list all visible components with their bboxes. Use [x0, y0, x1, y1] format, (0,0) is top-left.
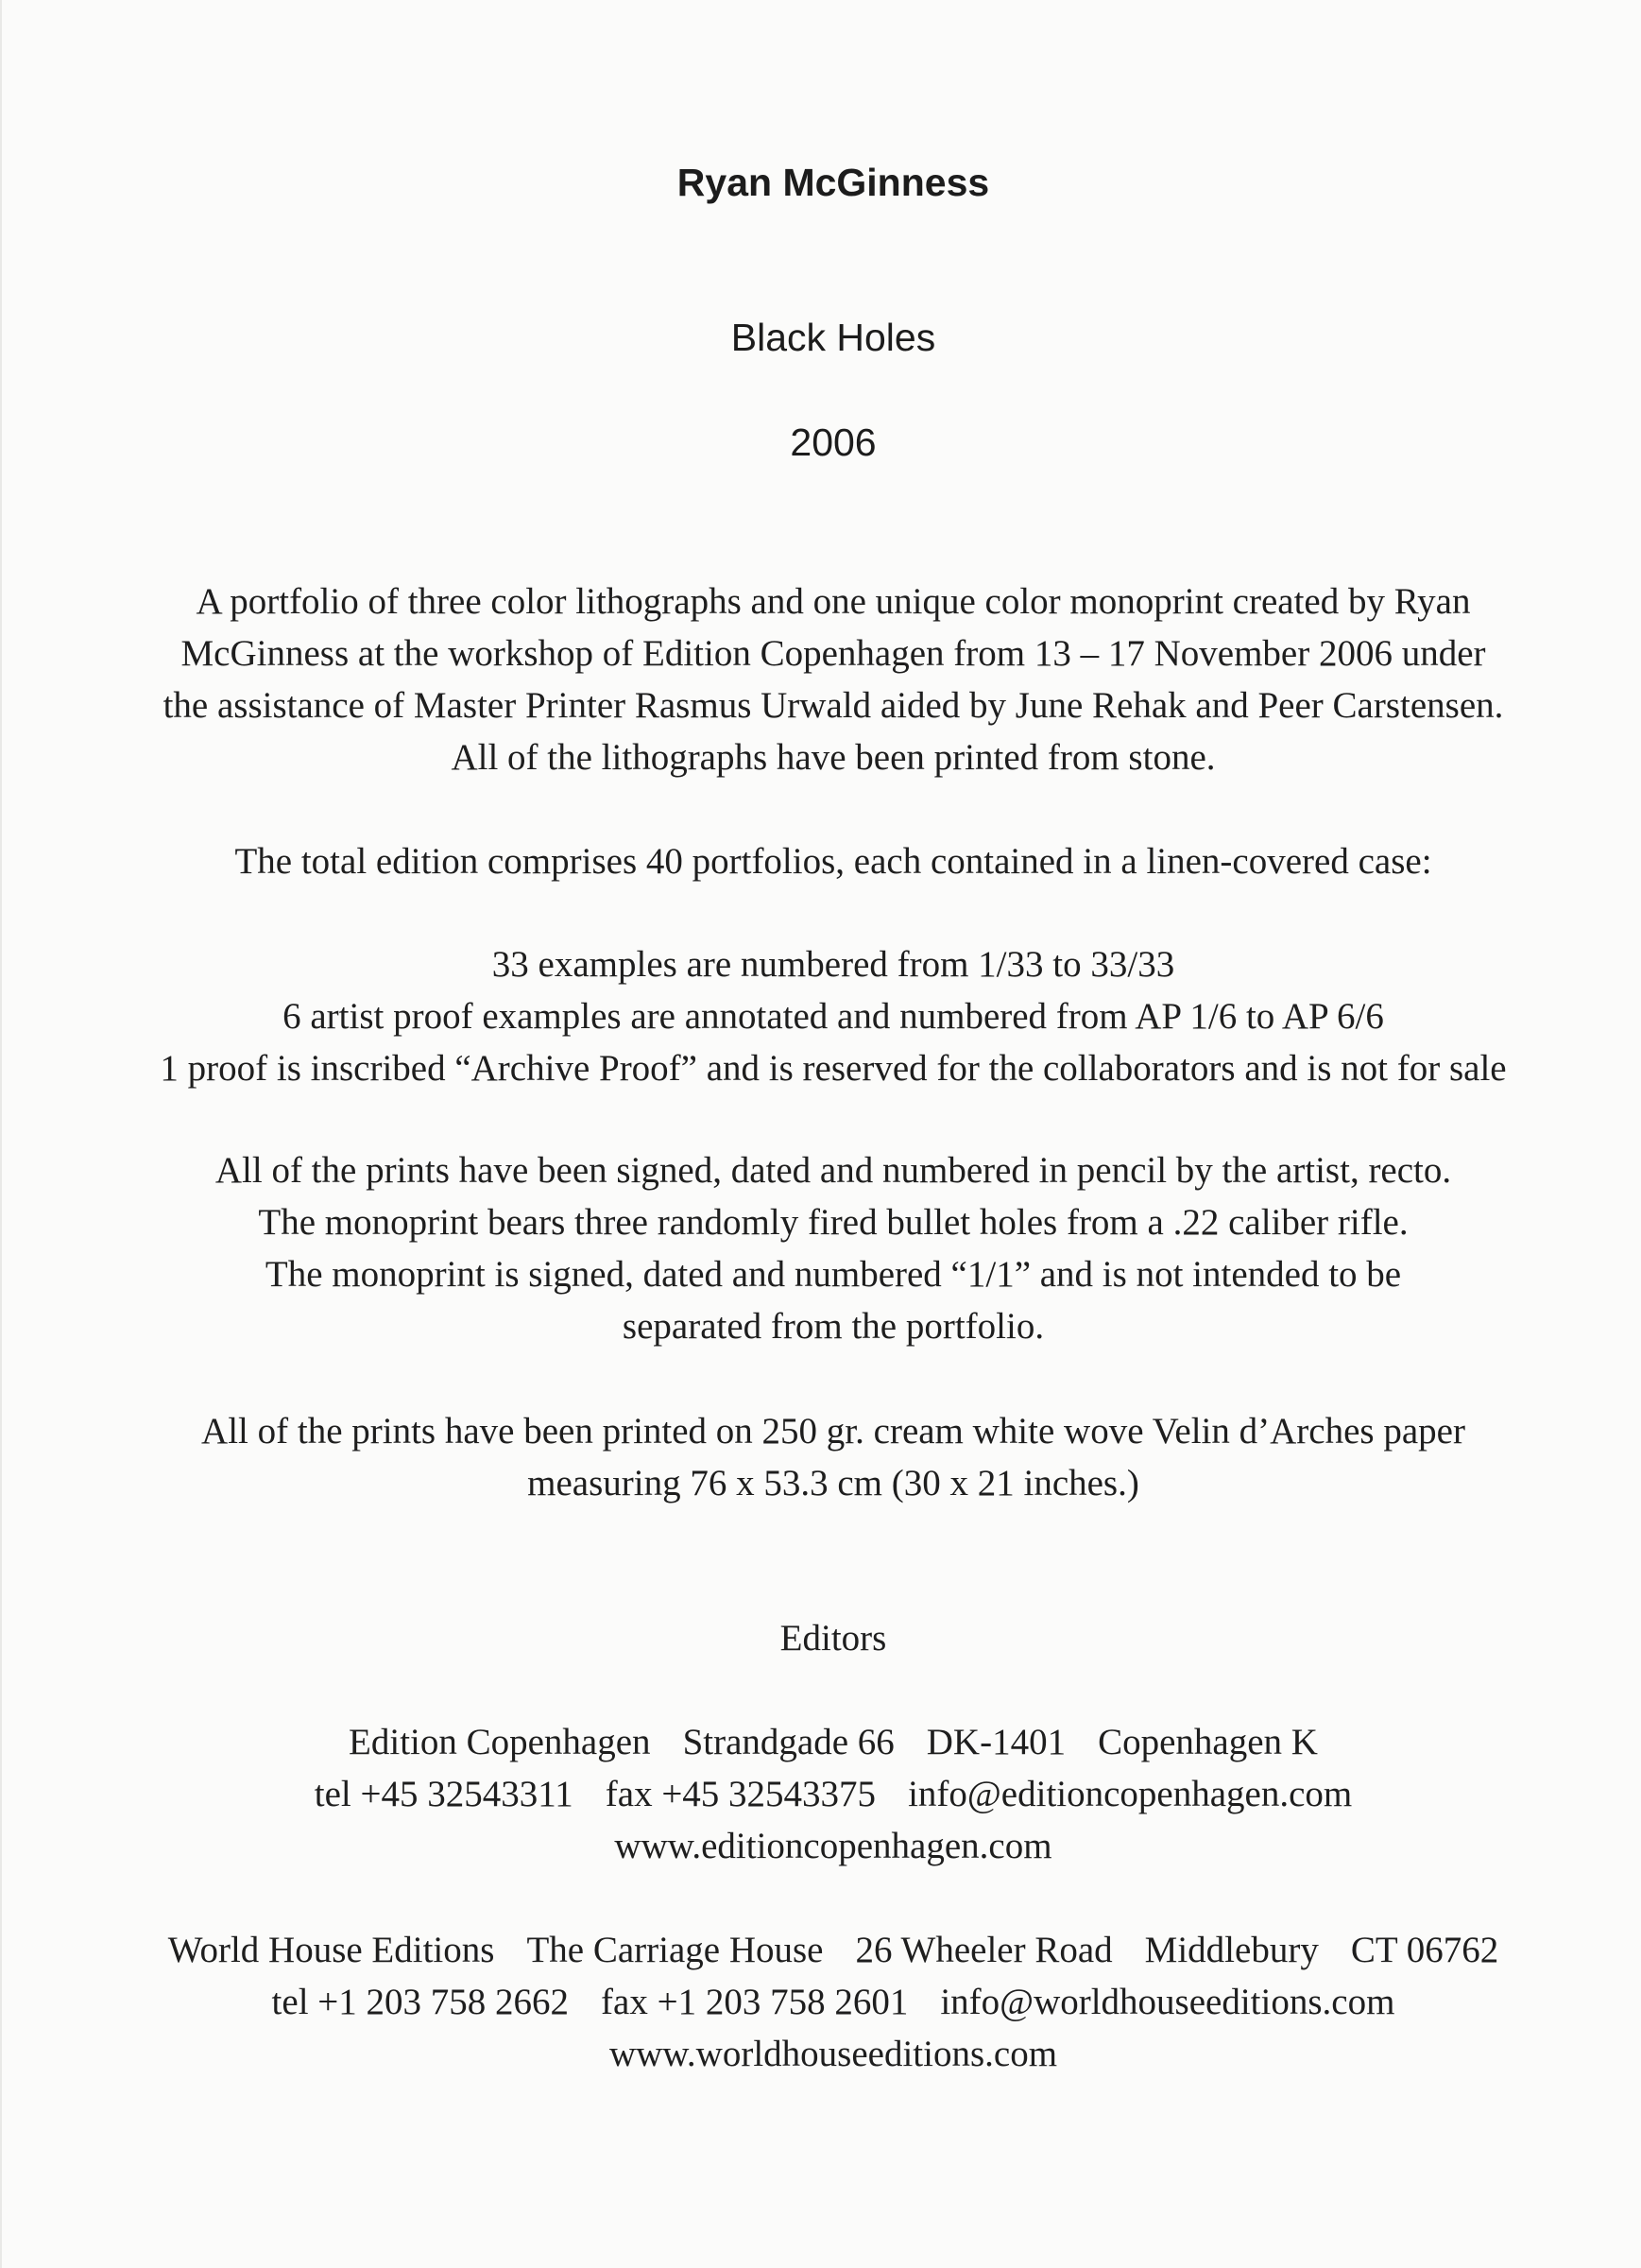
edition-breakdown-line: 33 examples are numbered from 1/33 to 33/33	[491, 944, 1175, 985]
edition-breakdown-line: 6 artist proof examples are annotated and numbered from AP 1/6 to AP 6/6	[282, 996, 1384, 1037]
copenhagen-fax: fax +45 32543375	[605, 1774, 877, 1814]
edition-breakdown-line: 1 proof is inscribed “Archive Proof” and is reserved for the collaborators and is not for sale	[160, 1048, 1507, 1089]
editor-copenhagen-block	[40, 1716, 1627, 1872]
signing-line: separated from the portfolio.	[622, 1306, 1045, 1347]
copenhagen-name: Edition Copenhagen	[349, 1722, 651, 1762]
world-house-web: www.worldhouseeditions.com	[608, 2034, 1058, 2074]
editor-world-house-block	[40, 1924, 1627, 2080]
copenhagen-contact-line	[40, 1768, 1627, 1820]
copenhagen-email: info@editioncopenhagen.com	[908, 1774, 1353, 1814]
edition-breakdown-paragraph	[40, 938, 1627, 1094]
world-house-tel: tel +1 203 758 2662	[271, 1982, 570, 2022]
intro-paragraph	[40, 576, 1627, 783]
paper-line: measuring 76 x 53.3 cm (30 x 21 inches.)	[527, 1463, 1139, 1503]
paper-paragraph	[40, 1405, 1627, 1509]
copenhagen-street: Strandgade 66	[682, 1722, 895, 1762]
intro-line: A portfolio of three color lithographs and one unique color monoprint created by Ryan	[196, 581, 1471, 622]
intro-line: McGinness at the workshop of Edition Copenhagen from 13 – 17 November 2006 under	[180, 633, 1486, 674]
editors-heading-text: Editors	[779, 1618, 887, 1658]
world-house-state-zip: CT 06762	[1350, 1930, 1499, 1970]
paper-line: All of the prints have been printed on 250 gr. cream white wove Velin d’Arches paper	[201, 1411, 1465, 1452]
artist-name: Ryan McGinness	[676, 161, 990, 204]
copenhagen-tel: tel +45 32543311	[314, 1774, 573, 1814]
portfolio-year: 2006	[790, 421, 877, 464]
signing-line: All of the prints have been signed, dated and numbered in pencil by the artist, recto.	[214, 1150, 1452, 1191]
intro-line: All of the lithographs have been printed from stone.	[451, 737, 1216, 778]
world-house-contact-line	[40, 1976, 1627, 2028]
world-house-fax: fax +1 203 758 2601	[601, 1982, 909, 2022]
copenhagen-postal: DK-1401	[926, 1722, 1067, 1762]
signing-line: The monoprint bears three randomly fired bullet holes from a .22 caliber rifle.	[258, 1202, 1409, 1243]
world-house-address-line	[40, 1924, 1627, 1976]
portfolio-title: Black Holes	[730, 316, 936, 359]
signing-paragraph	[40, 1144, 1627, 1352]
edition-total-line: The total edition comprises 40 portfolios, each contained in a linen-covered case:	[234, 841, 1432, 882]
world-house-name: World House Editions	[167, 1930, 495, 1970]
editors-heading	[40, 1612, 1627, 1664]
world-house-email: info@worldhouseeditions.com	[940, 1982, 1395, 2022]
world-house-street: 26 Wheeler Road	[855, 1930, 1113, 1970]
copenhagen-city: Copenhagen K	[1098, 1722, 1318, 1762]
copenhagen-address-line	[40, 1716, 1627, 1768]
intro-line: the assistance of Master Printer Rasmus Urwald aided by June Rehak and Peer Carstensen.	[162, 685, 1504, 726]
copenhagen-web: www.editioncopenhagen.com	[614, 1826, 1052, 1866]
world-house-city: Middlebury	[1144, 1930, 1319, 1970]
edition-total-paragraph	[40, 835, 1627, 887]
world-house-building: The Carriage House	[526, 1930, 824, 1970]
signing-line: The monoprint is signed, dated and numbered “1/1” and is not intended to be	[265, 1254, 1402, 1295]
